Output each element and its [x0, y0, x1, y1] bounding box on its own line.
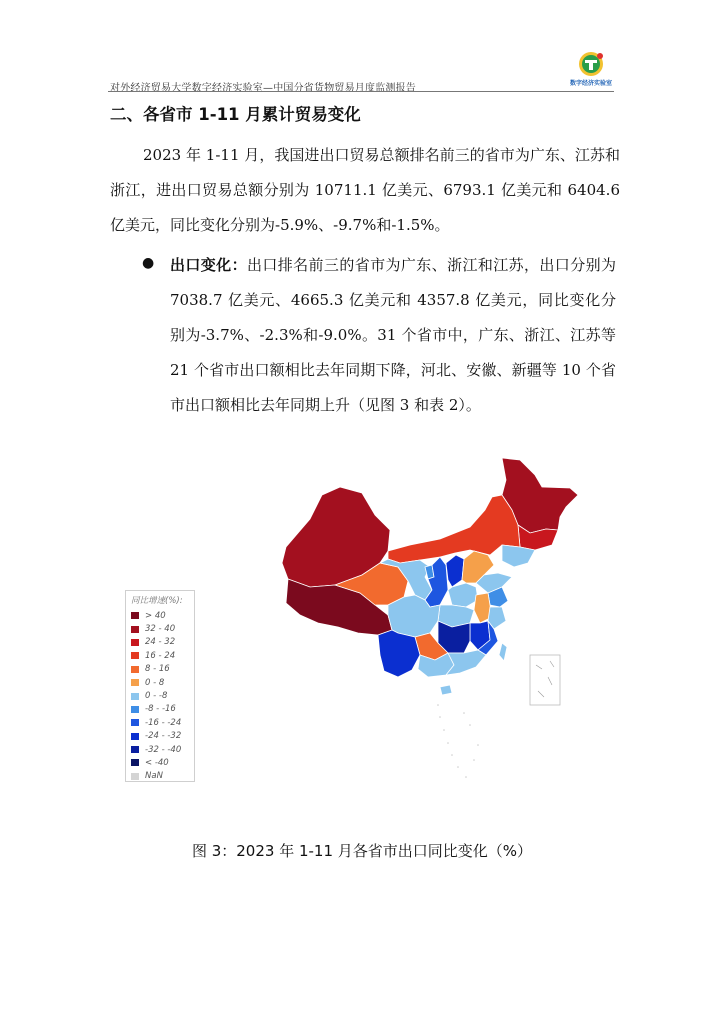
legend-swatch	[131, 639, 139, 646]
legend-item	[126, 716, 194, 729]
legend-item	[126, 770, 194, 783]
logo-caption: 数字经济实验室	[569, 80, 612, 87]
legend-label: 0 - -8	[145, 691, 168, 702]
region-shaanxi	[425, 557, 448, 607]
legend-swatch	[131, 652, 139, 659]
intro-paragraph: 2023 年 1-11 月，我国进出口贸易总额排名前三的省市为广东、江苏和浙江，进出口贸易总额分别为 10711.1 亿美元、6793.1 亿美元和 6404.6 亿美元，同比变化分别为-5.9%、-9.7%和-1.5%。	[110, 146, 620, 234]
report-header: 对外经济贸易大学数字经济实验室—中国分省货物贸易月度监测报告	[110, 83, 416, 94]
bullet-marker: ●	[142, 255, 155, 271]
legend-label: -24 - -32	[145, 731, 182, 742]
legend-label: -16 - -24	[145, 717, 182, 728]
region-yunnan	[378, 630, 420, 677]
legend-label: -32 - -40	[145, 744, 182, 755]
legend-swatch	[131, 773, 139, 780]
legend-item	[126, 622, 194, 635]
legend-item	[126, 730, 194, 743]
legend-item	[126, 663, 194, 676]
legend-swatch	[131, 626, 139, 633]
legend-item	[126, 756, 194, 769]
legend-label: 8 - 16	[145, 664, 170, 675]
region-inner-mongolia	[388, 495, 520, 563]
legend-label: > 40	[145, 610, 166, 621]
bullet-body: 出口排名前三的省市为广东、浙江和江苏，出口分别为 7038.7 亿美元、4665.3 亿美元和 4357.8 亿美元，同比变化分别为-3.7%、-2.3%和-9.0%。31 个省市中，广东、浙江、江苏等 21 个省市出口额相比去年同期下降，河北、安徽、新疆等 10 个省市出口额相比去年同期上升（见图 3 和表 2）。	[170, 256, 616, 414]
legend-swatch	[131, 666, 139, 673]
legend-item	[126, 676, 194, 689]
header-divider	[108, 91, 614, 92]
section-title: 二、各省市 1-11 月累计贸易变化	[110, 105, 361, 124]
region-taiwan	[499, 643, 507, 661]
map-legend	[125, 590, 195, 782]
legend-label: -8 - -16	[145, 704, 176, 715]
legend-item	[126, 703, 194, 716]
legend-item	[126, 609, 194, 622]
legend-label: 16 - 24	[145, 650, 176, 661]
legend-label: 24 - 32	[145, 637, 176, 648]
legend-label: 32 - 40	[145, 624, 176, 635]
legend-title: 同比增速(%):	[131, 596, 183, 606]
legend-swatch	[131, 733, 139, 740]
legend-label: NaN	[145, 771, 163, 782]
legend-swatch	[131, 719, 139, 726]
legend-label: 0 - 8	[145, 677, 165, 688]
nine-dash-islands	[437, 704, 479, 778]
export-change-paragraph	[170, 248, 616, 423]
legend-label: < -40	[145, 757, 169, 768]
legend-item	[126, 636, 194, 649]
legend-item	[126, 649, 194, 662]
region-shanxi	[446, 555, 464, 587]
legend-item	[126, 689, 194, 702]
south-china-sea-inset	[530, 655, 560, 705]
china-export-map	[280, 455, 585, 805]
bullet-label: 出口变化：	[170, 256, 247, 274]
legend-swatch	[131, 746, 139, 753]
figure-caption: 图 3：2023 年 1-11 月各省市出口同比变化（%）	[191, 842, 533, 860]
region-henan	[448, 583, 478, 607]
legend-swatch	[131, 706, 139, 713]
legend-swatch	[131, 612, 139, 619]
legend-swatch	[131, 759, 139, 766]
region-hainan	[440, 685, 452, 695]
legend-item	[126, 743, 194, 756]
legend-swatch	[131, 679, 139, 686]
legend-swatch	[131, 693, 139, 700]
